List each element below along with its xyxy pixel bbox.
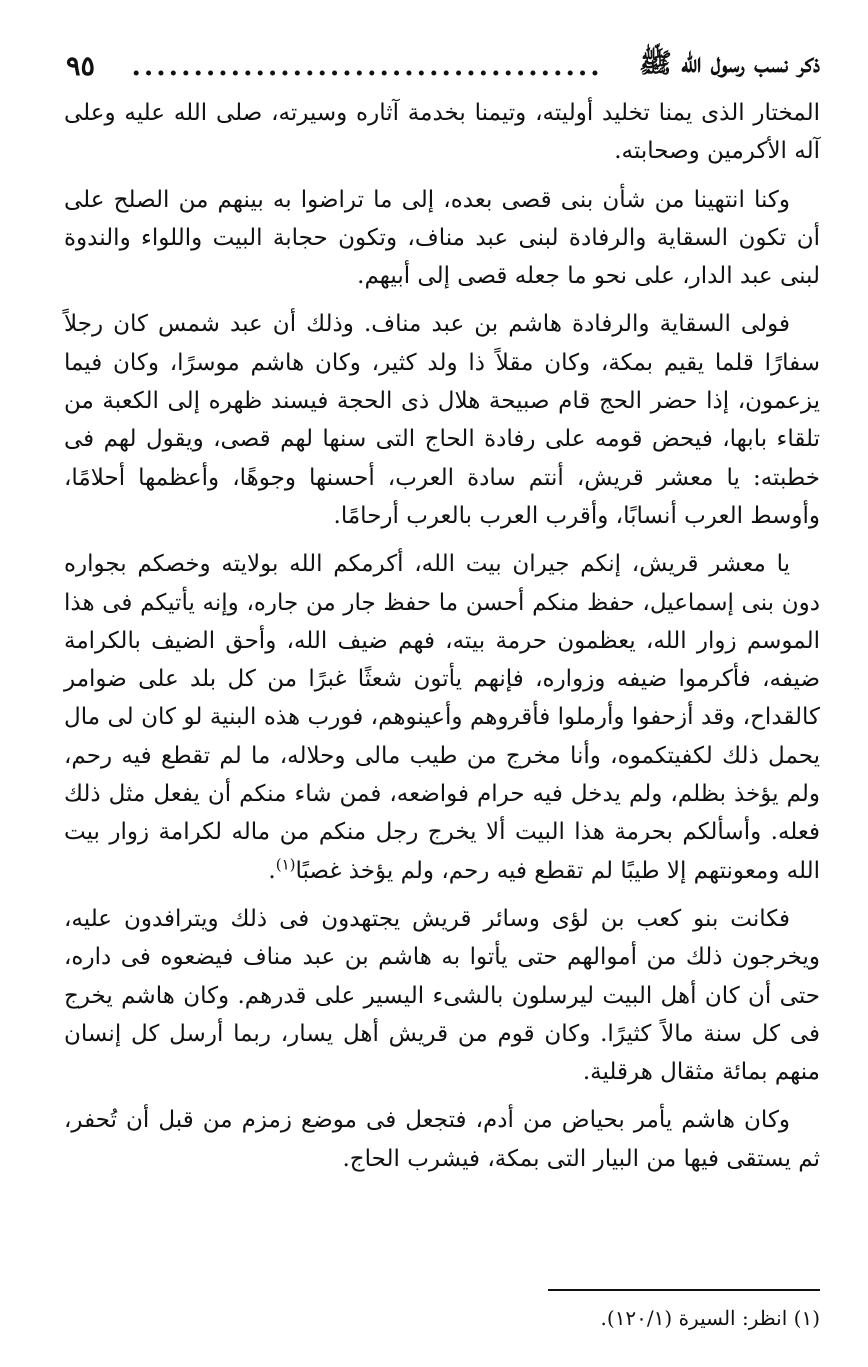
paragraph-4-end: . [268, 857, 276, 884]
footnote-separator [548, 1289, 820, 1291]
paragraph-1: المختار الذى يمنا تخليد أوليته، وتيمنا بخدمة آثاره وسيرته، صلى الله عليه وعلى آله الأكرمين وصحابته. [64, 100, 820, 165]
page-body [64, 94, 820, 1188]
paragraph-4-text: يا معشر قريش، إنكم جيران بيت الله، أكرمكم الله بولايته وخصكم بجواره دون بنى إسماعيل، حفظ منكم أحسن ما حفظ جار من جاره، وإنه يأتيكم فى هذا الموسم زوار الله، يعظمون حرمة بيته، فهم ضيف الله، وأحق الضيف بالكرامة ضيفه، فأكرموا ضيفه وزواره، فإنهم يأتون شعثًا غبرًا من كل بلد على ضوامر كالقداح، وقد أزحفوا وأرملوا فأقروهم وأعينوهم، فورب هذه البنية لو كان لى مال يحمل ذلك لكفيتكموه، وأنا مخرج من طيب مالى وحلاله، ما لم تقطع فيه رحم، ولم يؤخذ بظلم، ولم يدخل فيه حرام فواضعه، فمن شاء منكم أن يفعل مثل ذلك فعله. وأسألكم بحرمة هذا البيت ألا يخرج رجل منكم من ماله لكرامة زوار بيت الله ومعونتهم إلا طيبًا لم تقطع فيه رحم، ولم يؤخذ غصبًا [64, 551, 820, 884]
page-number: ٩٥ [66, 50, 96, 82]
chapter-title: ذكر نسب رسول الله ﷺ [639, 48, 820, 79]
page-header [66, 46, 820, 86]
paragraph-3: فولى السقاية والرفادة هاشم بن عبد مناف. وذلك أن عبد شمس كان رجلاً سفارًا قلما يقيم بمكة، وكان مقلاً ذا ولد كثير، وكان هاشم موسرًا، وكان فيما يزعمون، إذا حضر الحج قام صبيحة هلال ذى الحجة فيسند ظهره إلى الكعبة من تلقاء بابها، فيحض قومه على رفادة الحاج التى سنها لهم قصى، ويقول لهم فى خطبته: يا معشر قريش، أنتم سادة العرب، أحسنها وجوهًا، وأعظمها أحلامًا، وأوسط العرب أنسابًا، وأقرب العرب بالعرب أرحامًا. [64, 311, 821, 529]
paragraph-2: وكنا انتهينا من شأن بنى قصى بعده، إلى ما تراضوا به بينهم من الصلح على أن تكون السقاية والرفادة لبنى عبد مناف، وتكون حجابة البيت واللواء والندوة لبنى عبد الدار، على نحو ما جعله قصى إلى أبيهم. [64, 186, 820, 290]
header-leader-dots: ...................................... [131, 50, 603, 82]
paragraph-4 [64, 545, 820, 890]
paragraph-6: وكان هاشم يأمر بحياض من أدم، فتجعل فى موضع زمزم من قبل أن تُحفر، ثم يستقى فيها من البيار التى بمكة، فيشرب الحاج. [64, 1107, 820, 1172]
paragraph-5: فكانت بنو كعب بن لؤى وسائر قريش يجتهدون فى ذلك ويترافدون عليه، ويخرجون ذلك من أموالهم حتى يأتوا به هاشم بن عبد مناف فيضعوه فى داره، حتى أن كان أهل البيت ليرسلون بالشىء اليسير على قدرهم. وكان هاشم يخرج فى كل سنة مالاً كثيرًا. وكان قوم من قريش أهل يسار، ربما أرسل كل إنسان منهم بمائة مثقال هرقلية. [64, 905, 820, 1086]
footnote-reference: (١) [275, 854, 296, 873]
footnote: (١) انظر: السيرة (١٢٠/١). [600, 1306, 820, 1330]
